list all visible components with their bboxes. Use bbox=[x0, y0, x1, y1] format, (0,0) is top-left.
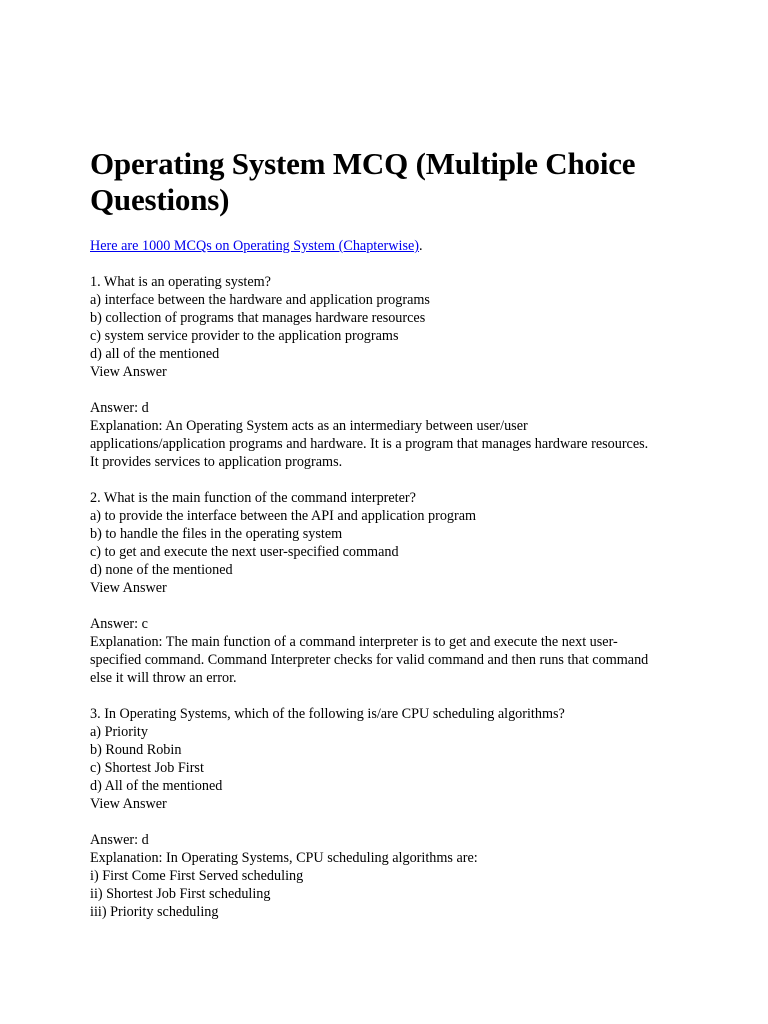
option-c: c) to get and execute the next user-specified command bbox=[90, 544, 399, 560]
view-answer-button[interactable]: View Answer bbox=[90, 364, 167, 380]
view-answer-button[interactable]: View Answer bbox=[90, 580, 167, 596]
view-answer-button[interactable]: View Answer bbox=[90, 796, 167, 812]
option-d: d) none of the mentioned bbox=[90, 562, 233, 578]
option-b: b) to handle the files in the operating system bbox=[90, 526, 343, 542]
intro-suffix: . bbox=[419, 238, 423, 254]
answer-block-3 bbox=[90, 831, 690, 921]
answer-block-2 bbox=[90, 615, 690, 687]
question-text: 2. What is the main function of the command interpreter? bbox=[90, 490, 416, 506]
question-block-3 bbox=[90, 705, 690, 813]
answer-text: Answer: d bbox=[90, 832, 149, 848]
option-b: b) collection of programs that manages hardware resources bbox=[90, 310, 426, 326]
option-a: a) interface between the hardware and application programs bbox=[90, 292, 430, 308]
option-c: c) Shortest Job First bbox=[90, 760, 204, 776]
answer-block-1 bbox=[90, 399, 690, 471]
answer-text: Answer: d bbox=[90, 400, 149, 416]
explanation-text: Explanation: In Operating Systems, CPU scheduling algorithms are: bbox=[90, 850, 478, 866]
page-title: Operating System MCQ (Multiple Choice Questions) bbox=[90, 146, 636, 217]
chapterwise-mcq-link[interactable]: Here are 1000 MCQs on Operating System (Chapterwise) bbox=[90, 238, 419, 254]
question-text: 1. What is an operating system? bbox=[90, 274, 271, 290]
option-a: a) Priority bbox=[90, 724, 148, 740]
option-d: d) All of the mentioned bbox=[90, 778, 223, 794]
explanation-text: Explanation: An Operating System acts as an intermediary between user/user applications/application programs and hardware. It is a program that manages hardware resources. It provides services to application programs. bbox=[90, 418, 649, 470]
option-a: a) to provide the interface between the API and application program bbox=[90, 508, 477, 524]
explanation-item: ii) Shortest Job First scheduling bbox=[90, 886, 271, 902]
question-block-1 bbox=[90, 273, 690, 381]
explanation-item: i) First Come First Served scheduling bbox=[90, 868, 304, 884]
explanation-item: iii) Priority scheduling bbox=[90, 904, 219, 920]
explanation-text: Explanation: The main function of a command interpreter is to get and execute the next user-specified command. Command Interpreter checks for valid command and then runs that command else it will throw an error. bbox=[90, 634, 649, 686]
intro-line bbox=[90, 237, 690, 255]
option-b: b) Round Robin bbox=[90, 742, 182, 758]
answer-text: Answer: c bbox=[90, 616, 148, 632]
option-d: d) all of the mentioned bbox=[90, 346, 220, 362]
option-c: c) system service provider to the application programs bbox=[90, 328, 399, 344]
question-text: 3. In Operating Systems, which of the following is/are CPU scheduling algorithms? bbox=[90, 706, 565, 722]
question-block-2 bbox=[90, 489, 690, 597]
document-page bbox=[90, 146, 690, 921]
